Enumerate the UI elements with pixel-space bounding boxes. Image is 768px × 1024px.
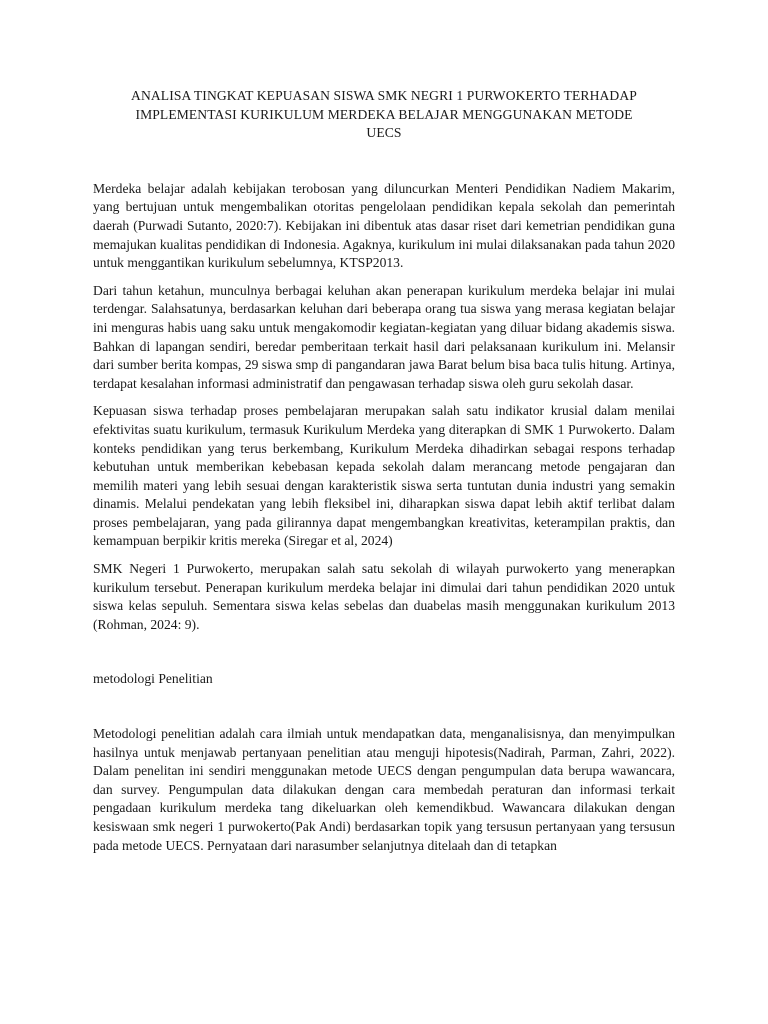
document-title — [93, 87, 675, 143]
paragraph-merdeka-belajar: Merdeka belajar adalah kebijakan terobosan yang diluncurkan Menteri Pendidikan Nadiem Makarim, yang bertujuan untuk mengembalikan otoritas pengelolaan pendidikan kepala sekolah dan pemerintah daerah (Purwadi Sutanto, 2020:7). Kebijakan ini dibentuk atas dasar riset dari kemetrian pendidikan guna memajukan kualitas pendidikan di Indonesia. Agaknya, kurikulum ini mulai dilaksanakan pada tahun 2020 untuk menggantikan kurikulum sebelumnya, KTSP2013. — [93, 180, 675, 271]
paragraph-smk-negeri: SMK Negeri 1 Purwokerto, merupakan salah satu sekolah di wilayah purwokerto yang menerapkan kurikulum tersebut. Penerapan kurikulum merdeka belajar ini dimulai dari tahun pendidikan 2020 untuk siswa kelas sepuluh. Sementara siswa kelas sebelas dan duabelas masih menggunakan kurikulum 2013 (Rohman, 2024: 9). — [93, 561, 675, 632]
paragraph-keluhan: Dari tahun ketahun, munculnya berbagai keluhan akan penerapan kurikulum merdeka belajar ini mulai terdengar. Salahsatunya, berdasarkan keluhan dari beberapa orang tua siswa yang merasa kegiatan belajar ini menguras habis uang saku untuk mengakomodir kegiatan-kegiatan yang diluar bidang akademis siswa. Bahkan di lapangan sendiri, beredar pemberitaan terkait hasil dari pelaksanaan kurikulum ini. Melansir dari sumber berita kompas, 29 siswa smp di pangandaran jawa Barat belum bisa baca tulis hitung. Artinya, terdapat kesalahan informasi administratif dan pengawasan terhadap siswa oleh guru sekolah dasar. — [93, 282, 675, 391]
title-line-2: IMPLEMENTASI KURIKULUM MERDEKA BELAJAR MENGGUNAKAN METODE — [135, 106, 633, 122]
title-line-3: UECS — [366, 125, 402, 141]
document-content — [93, 87, 675, 855]
title-line-1: ANALISA TINGKAT KEPUASAN SISWA SMK NEGRI 1 PURWOKERTO TERHADAP — [131, 88, 637, 103]
paragraph-kepuasan-siswa: Kepuasan siswa terhadap proses pembelajaran merupakan salah satu indikator krusial dalam menilai efektivitas suatu kurikulum, termasuk Kurikulum Merdeka yang diterapkan di SMK 1 Purwokerto. Dalam konteks pendidikan yang terus berkembang, Kurikulum Merdeka dihadirkan sebagai respons terhadap kebutuhan untuk memberikan kebebasan kepada sekolah dalam merancang metode pengajaran dan memilih materi yang lebih sesuai dengan karakteristik siswa serta tuntutan dunia industri yang semakin dinamis. Melalui pendekatan yang lebih fleksibel ini, diharapkan siswa dapat lebih aktif terlibat dalam proses pembelajaran, yang pada gilirannya dapat mengembangkan kreativitas, keterampilan praktis, dan kemampuan berpikir kritis mereka (Siregar et al, 2024) — [93, 403, 675, 549]
section-heading-metodologi: metodologi Penelitian — [93, 671, 213, 687]
paragraph-metodologi: Metodologi penelitian adalah cara ilmiah untuk mendapatkan data, menganalisisnya, dan menyimpulkan hasilnya untuk menjawab pertanyaan penelitian atau menguji hipotesis(Nadirah, Parman, Zahri, 2022). Dalam penelitan ini sendiri menggunakan metode UECS dengan pengumpulan data berupa wawancara, dan survey. Pengumpulan data dilakukan dengan cara membedah peraturan dan informasi terkait pengadaan kurikulum merdeka tang dikeluarkan oleh kemendikbud. Wawancara dilakukan dengan kesiswaan smk negeri 1 purwokerto(Pak Andi) berdasarkan topik yang tersusun pertanyaan yang tersusun pada metode UECS. Pernyataan dari narasumber selanjutnya ditelaah dan di tetapkan — [93, 726, 675, 853]
